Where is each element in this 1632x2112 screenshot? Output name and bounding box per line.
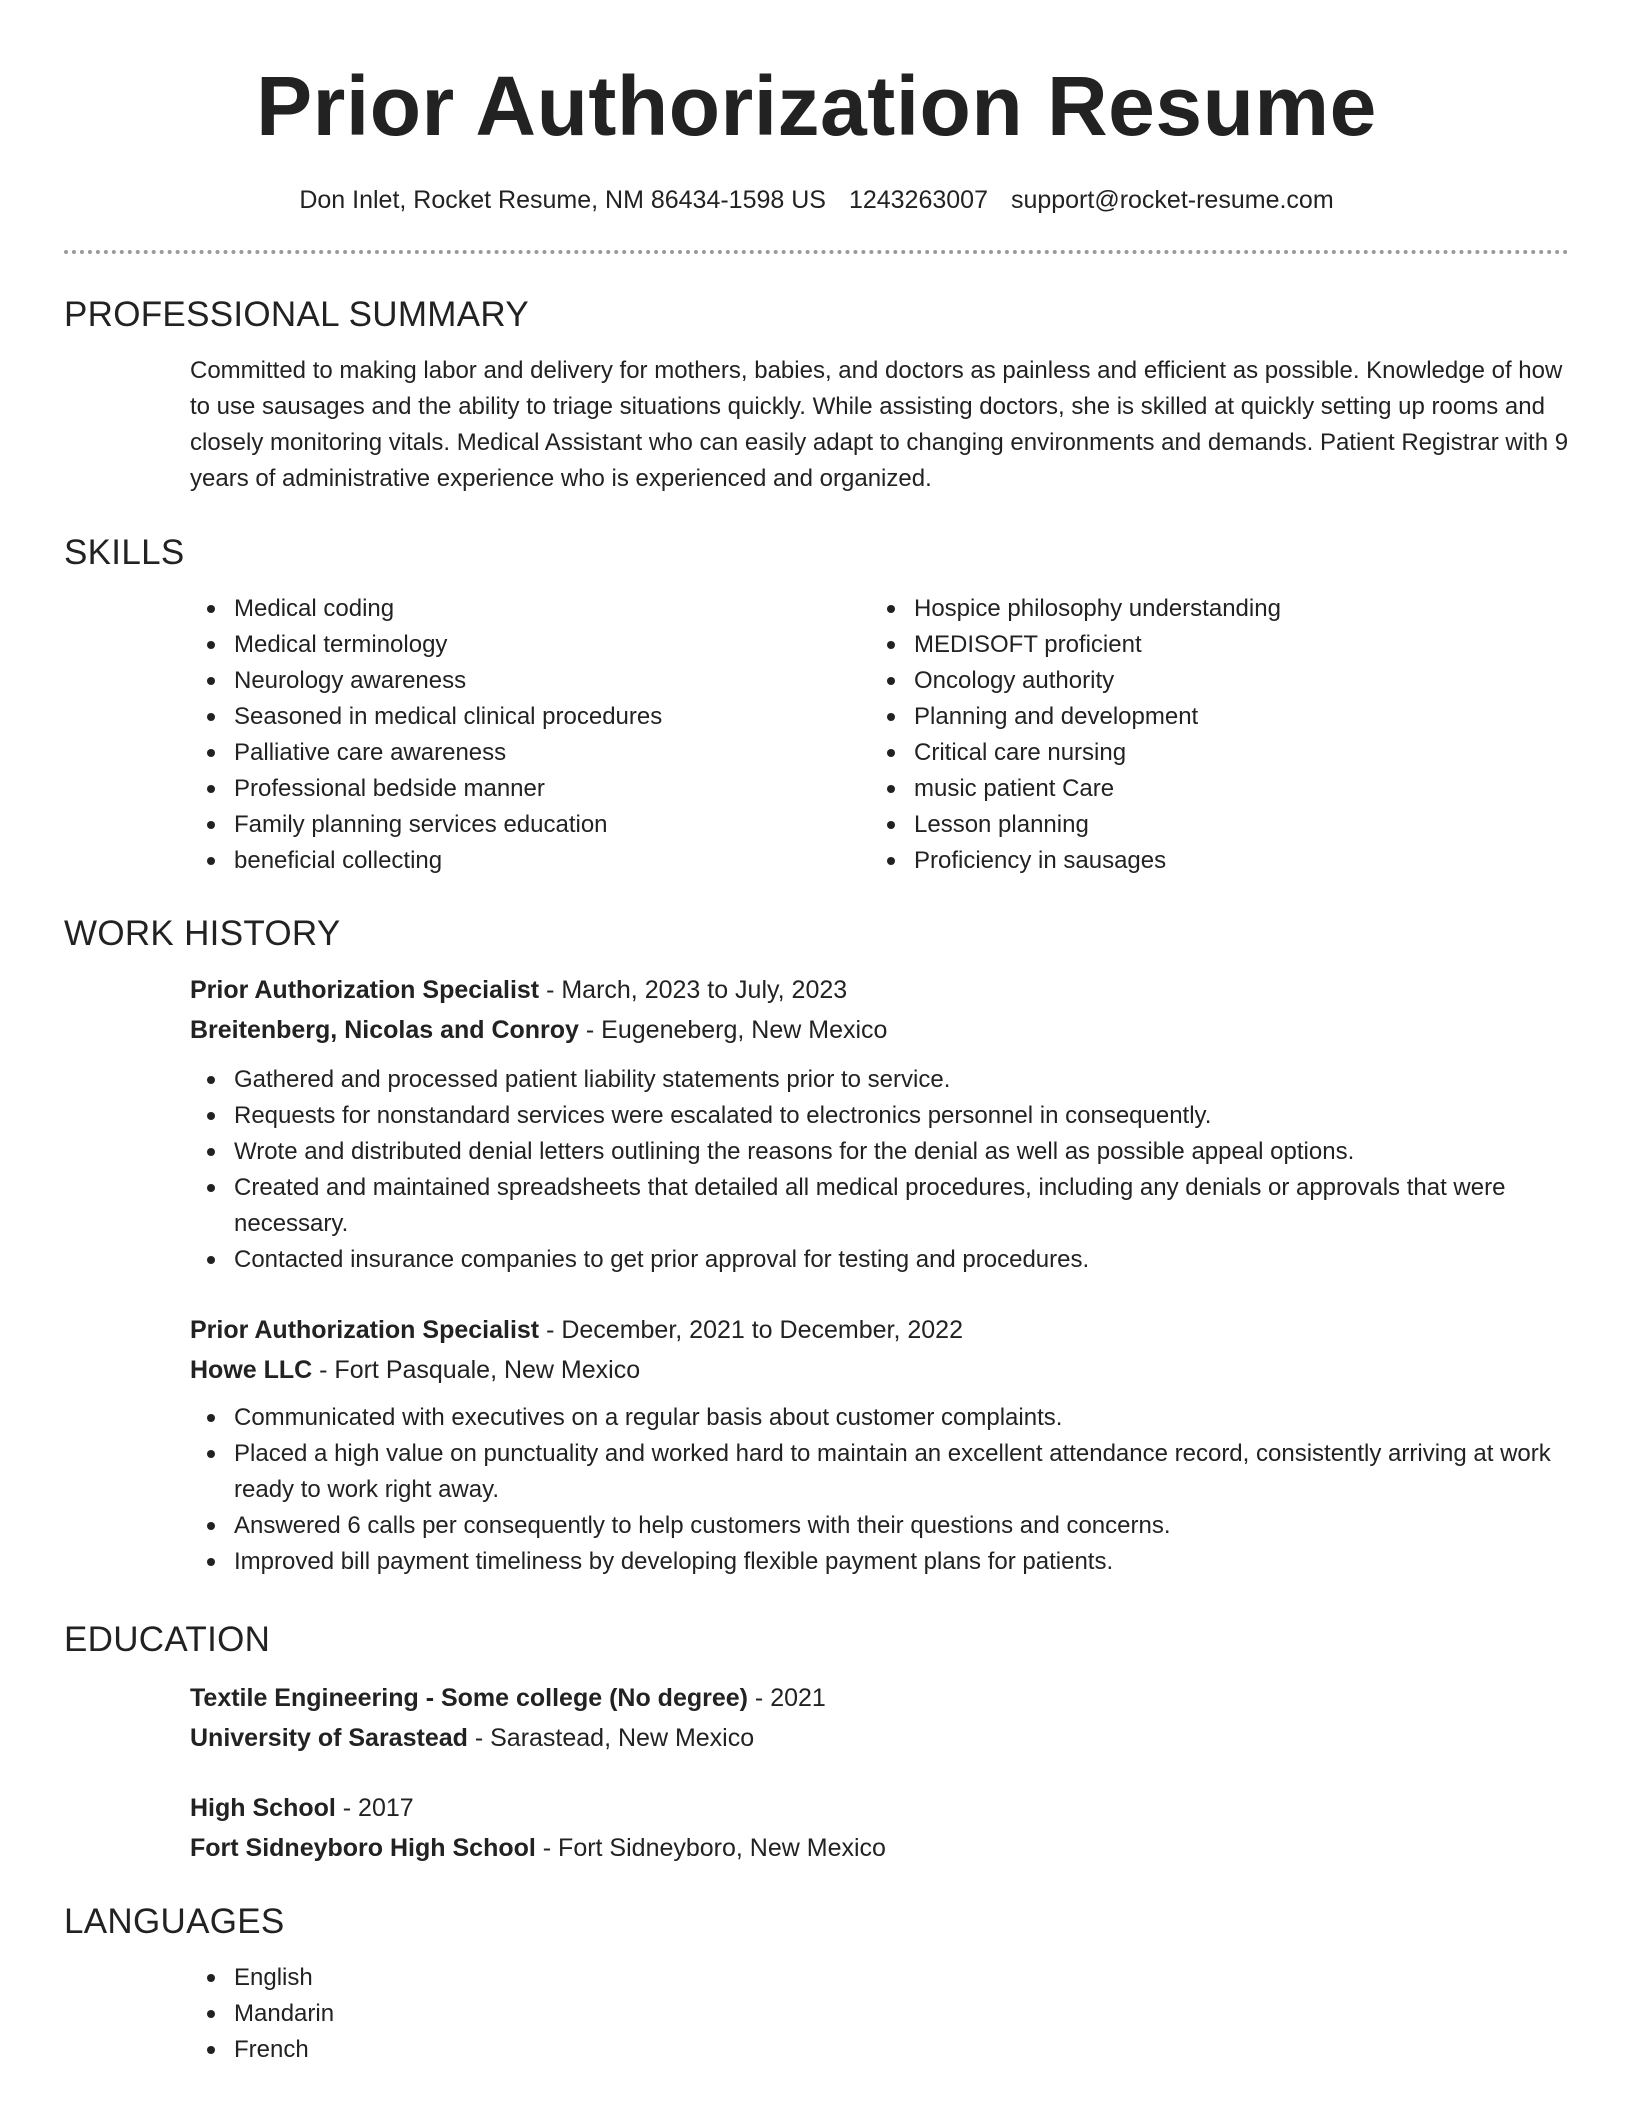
skill-item: Seasoned in medical clinical procedures bbox=[234, 699, 870, 735]
education-year: - 2017 bbox=[335, 1794, 414, 1822]
job-company: Breitenberg, Nicolas and Conroy bbox=[190, 1016, 579, 1044]
education-school-line bbox=[190, 1828, 1569, 1868]
job-location: - Fort Pasquale, New Mexico bbox=[312, 1356, 641, 1384]
job-title-line bbox=[190, 970, 1569, 1010]
job-company-line bbox=[190, 1350, 1569, 1390]
summary-section bbox=[64, 293, 1569, 497]
education-school: Fort Sidneyboro High School bbox=[190, 1834, 536, 1862]
skill-item: Neurology awareness bbox=[234, 663, 870, 699]
education-location: - Fort Sidneyboro, New Mexico bbox=[535, 1834, 886, 1862]
education-degree: Textile Engineering - Some college (No degree) bbox=[190, 1684, 748, 1712]
work-section bbox=[64, 912, 1569, 1580]
skills-heading: SKILLS bbox=[64, 533, 185, 572]
job-title-line bbox=[190, 1310, 1569, 1350]
job-bullet: Answered 6 calls per consequently to help customers with their questions and concerns. bbox=[234, 1508, 1569, 1544]
job-bullets bbox=[190, 1062, 1569, 1278]
skill-item: Hospice philosophy understanding bbox=[914, 591, 1550, 627]
job-bullet: Wrote and distributed denial letters outlining the reasons for the denial as well as possible appeal options. bbox=[234, 1134, 1569, 1170]
skill-item: Oncology authority bbox=[914, 663, 1550, 699]
skills-grid bbox=[190, 591, 1569, 879]
resume-title: Prior Authorization Resume bbox=[256, 59, 1377, 153]
job-bullets bbox=[190, 1400, 1569, 1580]
education-school: University of Sarastead bbox=[190, 1724, 468, 1752]
header-divider bbox=[64, 250, 1569, 254]
language-item: Mandarin bbox=[234, 1996, 1569, 2032]
summary-body bbox=[190, 353, 1569, 497]
skills-column-left bbox=[190, 591, 870, 879]
summary-text: Committed to making labor and delivery for mothers, babies, and doctors as painless and efficient as possible. Knowledge of how to use sausages and the ability to triage situations quickly. While assisting doctors, she is skilled at quickly setting up rooms and closely monitoring vitals. Medical Assistant who can easily adapt to changing environments and demands. Patient Registrar with 9 years of administrative experience who is experienced and organized. bbox=[190, 357, 1569, 492]
skill-item: Professional bedside manner bbox=[234, 771, 870, 807]
contact-email: support@rocket-resume.com bbox=[1010, 186, 1334, 214]
skill-item: beneficial collecting bbox=[234, 843, 870, 879]
job-entry bbox=[190, 970, 1569, 1278]
education-entry bbox=[190, 1788, 1569, 1868]
education-entry bbox=[190, 1678, 1569, 1758]
education-section bbox=[64, 1618, 1569, 1868]
job-bullet: Contacted insurance companies to get prior approval for testing and procedures. bbox=[234, 1242, 1569, 1278]
skill-item: Medical coding bbox=[234, 591, 870, 627]
skill-item: Critical care nursing bbox=[914, 735, 1550, 771]
job-bullet: Placed a high value on punctuality and worked hard to maintain an excellent attendance record, consistently arriving at work ready to work right away. bbox=[234, 1436, 1569, 1508]
skill-item: MEDISOFT proficient bbox=[914, 627, 1550, 663]
skill-item: Lesson planning bbox=[914, 807, 1550, 843]
job-role: Prior Authorization Specialist bbox=[190, 1316, 540, 1344]
language-item: English bbox=[234, 1960, 1569, 1996]
education-year: - 2021 bbox=[747, 1684, 826, 1712]
job-entry bbox=[190, 1310, 1569, 1580]
contact-line bbox=[64, 184, 1569, 216]
skills-list-right bbox=[870, 591, 1550, 879]
languages-heading: LANGUAGES bbox=[64, 1902, 285, 1941]
language-item: French bbox=[234, 2032, 1569, 2068]
skill-item: Family planning services education bbox=[234, 807, 870, 843]
job-dates: - December, 2021 to December, 2022 bbox=[539, 1316, 963, 1344]
education-degree-line bbox=[190, 1788, 1569, 1828]
job-company: Howe LLC bbox=[190, 1356, 313, 1384]
skills-column-right bbox=[870, 591, 1550, 879]
skills-section bbox=[64, 531, 1569, 879]
job-role: Prior Authorization Specialist bbox=[190, 976, 540, 1004]
contact-phone: 1243263007 bbox=[848, 186, 988, 214]
education-degree: High School bbox=[190, 1794, 336, 1822]
skill-item: Planning and development bbox=[914, 699, 1550, 735]
job-location: - Eugeneberg, New Mexico bbox=[578, 1016, 888, 1044]
work-heading: WORK HISTORY bbox=[64, 914, 341, 953]
job-bullet: Gathered and processed patient liability statements prior to service. bbox=[234, 1062, 1569, 1098]
education-school-line bbox=[190, 1718, 1569, 1758]
skill-item: Medical terminology bbox=[234, 627, 870, 663]
resume-page bbox=[64, 0, 1569, 2063]
summary-heading: PROFESSIONAL SUMMARY bbox=[64, 295, 529, 334]
skill-item: music patient Care bbox=[914, 771, 1550, 807]
education-degree-line bbox=[190, 1678, 1569, 1718]
job-dates: - March, 2023 to July, 2023 bbox=[539, 976, 848, 1004]
skills-list-left bbox=[190, 591, 870, 879]
job-bullet: Improved bill payment timeliness by developing flexible payment plans for patients. bbox=[234, 1544, 1569, 1580]
skill-item: Palliative care awareness bbox=[234, 735, 870, 771]
education-location: - Sarastead, New Mexico bbox=[467, 1724, 755, 1752]
job-company-line bbox=[190, 1010, 1569, 1050]
job-bullet: Requests for nonstandard services were escalated to electronics personnel in consequently. bbox=[234, 1098, 1569, 1134]
education-heading: EDUCATION bbox=[64, 1620, 271, 1659]
languages-section bbox=[64, 1900, 1569, 2068]
languages-body bbox=[190, 1960, 1569, 2068]
skill-item: Proficiency in sausages bbox=[914, 843, 1550, 879]
job-bullet: Created and maintained spreadsheets that detailed all medical procedures, including any denials or approvals that were necessary. bbox=[234, 1170, 1569, 1242]
languages-list bbox=[190, 1960, 1569, 2068]
contact-address: Don Inlet, Rocket Resume, NM 86434-1598 US bbox=[299, 186, 826, 214]
job-bullet: Communicated with executives on a regular basis about customer complaints. bbox=[234, 1400, 1569, 1436]
